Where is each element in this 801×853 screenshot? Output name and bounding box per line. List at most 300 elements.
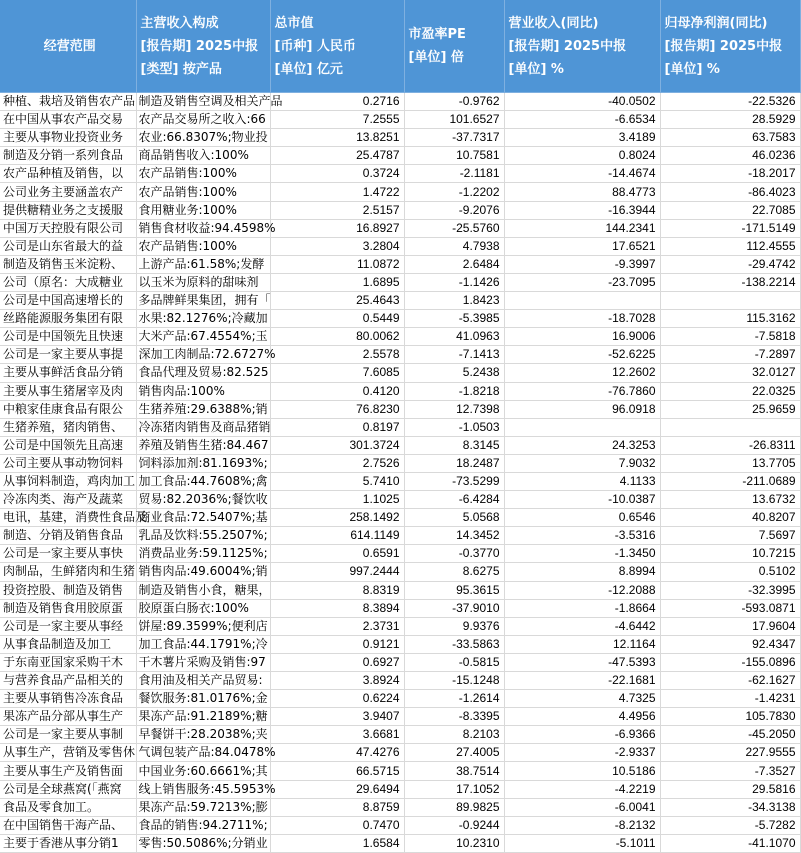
revenue-yoy-cell[interactable]: 4.1133 (504, 472, 660, 490)
pe-ratio-cell[interactable]: 17.1052 (404, 780, 504, 798)
revenue-yoy-cell[interactable]: 10.5186 (504, 762, 660, 780)
pe-ratio-cell[interactable]: 5.2438 (404, 364, 504, 382)
business-scope-cell[interactable]: 于东南亚国家采购干木 (0, 653, 136, 671)
net-profit-yoy-cell[interactable]: -26.8311 (660, 436, 800, 454)
business-scope-cell[interactable]: 种植、栽培及销售农产品 (0, 93, 136, 111)
pe-ratio-cell[interactable]: -0.9244 (404, 816, 504, 834)
revenue-composition-cell[interactable]: 乳品及饮料:55.2507%; (136, 527, 270, 545)
revenue-yoy-cell[interactable]: -18.7028 (504, 310, 660, 328)
revenue-composition-cell[interactable]: 干木薯片采购及销售:97 (136, 653, 270, 671)
net-profit-yoy-cell[interactable]: 13.6732 (660, 491, 800, 509)
pe-ratio-cell[interactable]: -0.9762 (404, 93, 504, 111)
revenue-yoy-header-line: [报告期] 2025中报 (508, 38, 627, 54)
revenue-yoy-cell[interactable]: 12.1164 (504, 635, 660, 653)
revenue-yoy-cell[interactable]: -1.8664 (504, 599, 660, 617)
revenue-composition-cell[interactable]: 农产品销售:100% (136, 183, 270, 201)
pe-ratio-cell[interactable]: 4.7938 (404, 237, 504, 255)
revenue-yoy-cell[interactable]: -1.3450 (504, 545, 660, 563)
table-row (0, 237, 800, 255)
pe-ratio-cell[interactable]: -1.2614 (404, 690, 504, 708)
net-profit-yoy-cell[interactable]: -593.0871 (660, 599, 800, 617)
table-row (0, 201, 800, 219)
revenue-yoy-cell[interactable]: 7.9032 (504, 454, 660, 472)
net-profit-yoy-cell[interactable]: 28.5929 (660, 111, 800, 129)
market-cap-cell[interactable]: 0.6591 (270, 545, 404, 563)
revenue-yoy-cell[interactable]: 4.7325 (504, 690, 660, 708)
table-row (0, 418, 800, 436)
revenue-composition-cell[interactable]: 胶原蛋白肠衣:100% (136, 599, 270, 617)
pe-ratio-cell[interactable]: 1.8423 (404, 292, 504, 310)
revenue-composition-cell[interactable]: 餐饮服务:81.0176%;金 (136, 690, 270, 708)
net-profit-yoy-cell[interactable]: -7.5818 (660, 328, 800, 346)
revenue-yoy-cell[interactable]: -23.7095 (504, 273, 660, 291)
market-cap-cell[interactable]: 2.3731 (270, 617, 404, 635)
net-profit-yoy-cell[interactable]: 46.0236 (660, 147, 800, 165)
revenue-composition-cell[interactable]: 果冻产品:59.7213%;膨 (136, 798, 270, 816)
revenue-yoy-cell[interactable]: -6.9366 (504, 726, 660, 744)
revenue-composition-header-line: 主营收入构成 (140, 15, 219, 31)
revenue-composition-cell[interactable]: 中国业务:60.6661%;其 (136, 762, 270, 780)
pe-ratio-cell[interactable]: 5.0568 (404, 509, 504, 527)
table-row (0, 310, 800, 328)
revenue-composition-cell[interactable]: 商业食品:72.5407%;基 (136, 509, 270, 527)
pe-ratio-cell[interactable]: -8.3395 (404, 708, 504, 726)
pe-ratio-cell[interactable]: -73.5299 (404, 472, 504, 490)
revenue-yoy-cell[interactable]: -40.0502 (504, 93, 660, 111)
net-profit-yoy-cell[interactable]: -34.3138 (660, 798, 800, 816)
table-row (0, 129, 800, 147)
business-scope-cell[interactable]: 主要从事生猪屠宰及肉 (0, 382, 136, 400)
business-scope-cell[interactable]: 与营养食品产品相关的 (0, 672, 136, 690)
net-profit-yoy-cell[interactable]: 63.7583 (660, 129, 800, 147)
net-profit-yoy-cell[interactable]: 115.3162 (660, 310, 800, 328)
market-cap-cell[interactable]: 0.9121 (270, 635, 404, 653)
net-profit-yoy-cell[interactable]: 105.7830 (660, 708, 800, 726)
net-profit-yoy-cell[interactable]: -45.2050 (660, 726, 800, 744)
business-scope-cell[interactable]: 生猪养殖，猪肉销售、 (0, 418, 136, 436)
net-profit-yoy-cell[interactable]: -5.7282 (660, 816, 800, 834)
revenue-yoy-cell[interactable]: 96.0918 (504, 400, 660, 418)
business-scope-cell[interactable]: 主要从事物业投资业务 (0, 129, 136, 147)
market-cap-cell[interactable]: 5.7410 (270, 472, 404, 490)
business-scope-cell[interactable]: 公司主要从事动物饲料 (0, 454, 136, 472)
net-profit-yoy-cell[interactable]: 10.7215 (660, 545, 800, 563)
revenue-composition-header-line: [类型] 按产品 (140, 61, 222, 77)
business-scope-cell[interactable]: 公司是中国领先且快速 (0, 328, 136, 346)
market-cap-cell[interactable]: 7.6085 (270, 364, 404, 382)
pe-ratio-header[interactable] (404, 0, 504, 93)
market-cap-header-line: [单位] 亿元 (274, 61, 343, 77)
pe-ratio-cell[interactable]: 8.3145 (404, 436, 504, 454)
net-profit-yoy-cell[interactable]: -155.0896 (660, 653, 800, 671)
table-row (0, 653, 800, 671)
business-scope-cell[interactable]: 公司是一家主要从事经 (0, 617, 136, 635)
pe-ratio-header-line: [单位] 倍 (408, 50, 464, 65)
market-cap-cell[interactable]: 8.3894 (270, 599, 404, 617)
net-profit-yoy-cell[interactable]: 22.0325 (660, 382, 800, 400)
market-cap-cell[interactable]: 16.8927 (270, 219, 404, 237)
market-cap-cell[interactable]: 3.8924 (270, 672, 404, 690)
business-scope-cell[interactable]: 公司是一家主要从事提 (0, 346, 136, 364)
revenue-yoy-cell[interactable]: -4.2219 (504, 780, 660, 798)
table-row (0, 617, 800, 635)
pe-ratio-cell[interactable]: 12.7398 (404, 400, 504, 418)
business-scope-cell[interactable]: 主要从事销售冷冻食品 (0, 690, 136, 708)
net-profit-yoy-cell[interactable]: -7.2897 (660, 346, 800, 364)
pe-ratio-cell[interactable]: -37.7317 (404, 129, 504, 147)
pe-ratio-cell[interactable]: -0.3770 (404, 545, 504, 563)
revenue-composition-cell[interactable]: 消费品业务:59.1125%; (136, 545, 270, 563)
revenue-composition-cell[interactable]: 水果:82.1276%;冷藏加 (136, 310, 270, 328)
revenue-composition-cell[interactable]: 生猪养殖:29.6388%;销 (136, 400, 270, 418)
table-row (0, 690, 800, 708)
market-cap-cell[interactable]: 3.9407 (270, 708, 404, 726)
net-profit-yoy-cell[interactable]: 22.7085 (660, 201, 800, 219)
pe-ratio-cell[interactable]: -1.2202 (404, 183, 504, 201)
pe-ratio-cell[interactable]: 2.6484 (404, 255, 504, 273)
revenue-yoy-cell[interactable]: -22.1681 (504, 672, 660, 690)
net-profit-yoy-cell[interactable]: 92.4347 (660, 635, 800, 653)
revenue-yoy-cell[interactable]: -9.3997 (504, 255, 660, 273)
revenue-composition-cell[interactable]: 饼屋:89.3599%;便利店 (136, 617, 270, 635)
net-profit-yoy-cell[interactable]: -22.5326 (660, 93, 800, 111)
market-cap-cell[interactable]: 11.0872 (270, 255, 404, 273)
table-row (0, 400, 800, 418)
market-cap-cell[interactable]: 2.7526 (270, 454, 404, 472)
revenue-yoy-header[interactable] (504, 0, 660, 93)
market-cap-cell[interactable]: 76.8230 (270, 400, 404, 418)
table-row (0, 93, 800, 111)
pe-ratio-cell[interactable]: 38.7514 (404, 762, 504, 780)
pe-ratio-cell[interactable]: -0.5815 (404, 653, 504, 671)
table-row (0, 382, 800, 400)
pe-ratio-cell[interactable]: 10.2310 (404, 834, 504, 852)
business-scope-cell[interactable]: 公司是山东省最大的益 (0, 237, 136, 255)
revenue-composition-cell[interactable]: 加工食品:44.7608%;禽 (136, 472, 270, 490)
revenue-composition-cell[interactable]: 零售:50.5086%;分销业 (136, 834, 270, 852)
business-scope-header-line: 经营范围 (43, 38, 96, 54)
market-cap-cell[interactable]: 0.4120 (270, 382, 404, 400)
table-row (0, 328, 800, 346)
pe-ratio-cell[interactable]: 9.9376 (404, 617, 504, 635)
market-cap-cell[interactable]: 29.6494 (270, 780, 404, 798)
net-profit-yoy-cell[interactable]: -41.1070 (660, 834, 800, 852)
revenue-composition-cell[interactable]: 农业:66.8307%;物业投 (136, 129, 270, 147)
revenue-composition-header-line: [报告期] 2025中报 (140, 38, 259, 54)
pe-ratio-cell[interactable]: -33.5863 (404, 635, 504, 653)
revenue-yoy-cell[interactable]: 24.3253 (504, 436, 660, 454)
market-cap-cell[interactable]: 8.8319 (270, 581, 404, 599)
business-scope-cell[interactable]: 公司是中国高速增长的 (0, 292, 136, 310)
revenue-yoy-cell[interactable] (504, 292, 660, 310)
market-cap-header[interactable] (270, 0, 404, 93)
net-profit-yoy-cell[interactable]: -86.4023 (660, 183, 800, 201)
revenue-yoy-cell[interactable]: -4.6442 (504, 617, 660, 635)
net-profit-yoy-header-line: [单位] % (664, 61, 720, 77)
revenue-composition-cell[interactable]: 农产品交易所之收入:66 (136, 111, 270, 129)
table-row (0, 744, 800, 762)
business-scope-cell[interactable]: 冷冻肉类、海产及蔬菜 (0, 491, 136, 509)
pe-ratio-cell[interactable]: 95.3615 (404, 581, 504, 599)
pe-ratio-cell[interactable]: -37.9010 (404, 599, 504, 617)
net-profit-yoy-cell[interactable]: -211.0689 (660, 472, 800, 490)
table-row (0, 780, 800, 798)
net-profit-yoy-cell[interactable]: -29.4742 (660, 255, 800, 273)
pe-ratio-cell[interactable]: -25.5760 (404, 219, 504, 237)
market-cap-cell[interactable]: 0.7470 (270, 816, 404, 834)
business-scope-cell[interactable]: 主要于香港从事分销1 (0, 834, 136, 852)
business-scope-cell[interactable]: 果冻产品分部从事生产 (0, 708, 136, 726)
market-cap-cell[interactable]: 8.8759 (270, 798, 404, 816)
pe-ratio-cell[interactable]: 27.4005 (404, 744, 504, 762)
revenue-composition-cell[interactable]: 农产品销售:100% (136, 165, 270, 183)
revenue-yoy-cell[interactable]: 17.6521 (504, 237, 660, 255)
business-scope-cell[interactable]: 在中国从事农产品交易 (0, 111, 136, 129)
revenue-yoy-cell[interactable]: 144.2341 (504, 219, 660, 237)
revenue-composition-cell[interactable]: 制造及销售空调及相关产品 (136, 93, 270, 111)
net-profit-yoy-cell[interactable]: 112.4555 (660, 237, 800, 255)
table-row (0, 147, 800, 165)
net-profit-yoy-cell[interactable]: -138.2214 (660, 273, 800, 291)
revenue-yoy-cell[interactable]: 0.6546 (504, 509, 660, 527)
business-scope-cell[interactable]: 从事饲料制造，鸡肉加工 (0, 472, 136, 490)
pe-ratio-cell[interactable]: 8.6275 (404, 563, 504, 581)
table-body (0, 93, 800, 853)
revenue-composition-cell[interactable]: 农产品销售:100% (136, 237, 270, 255)
revenue-yoy-cell[interactable]: 88.4773 (504, 183, 660, 201)
business-scope-cell[interactable]: 公司业务主要涵盖农产 (0, 183, 136, 201)
revenue-composition-cell[interactable]: 深加工肉制品:72.6727% (136, 346, 270, 364)
business-scope-cell[interactable]: 肉制品，生鲜猪肉和生猪 (0, 563, 136, 581)
revenue-yoy-cell[interactable]: -12.2088 (504, 581, 660, 599)
net-profit-yoy-cell[interactable]: -7.3527 (660, 762, 800, 780)
revenue-composition-cell[interactable]: 大米产品:67.4554%;玉 (136, 328, 270, 346)
revenue-yoy-cell[interactable]: -8.2132 (504, 816, 660, 834)
business-scope-cell[interactable]: 制造及销售玉米淀粉、 (0, 255, 136, 273)
revenue-composition-cell[interactable]: 销售肉品:100% (136, 382, 270, 400)
revenue-composition-cell[interactable]: 线上销售服务:45.5953% (136, 780, 270, 798)
pe-ratio-cell[interactable]: -15.1248 (404, 672, 504, 690)
revenue-composition-cell[interactable]: 销售食材收益:94.4598% (136, 219, 270, 237)
revenue-yoy-cell[interactable]: -6.0041 (504, 798, 660, 816)
business-scope-cell[interactable]: 食品及零食加工。 (0, 798, 136, 816)
pe-ratio-cell[interactable]: -7.1413 (404, 346, 504, 364)
net-profit-yoy-cell[interactable] (660, 418, 800, 436)
net-profit-yoy-cell[interactable]: -62.1627 (660, 672, 800, 690)
revenue-yoy-cell[interactable]: -2.9337 (504, 744, 660, 762)
revenue-composition-cell[interactable]: 食用油及相关产品贸易: (136, 672, 270, 690)
market-cap-cell[interactable]: 80.0062 (270, 328, 404, 346)
business-scope-cell[interactable]: 制造、分销及销售食品 (0, 527, 136, 545)
market-cap-cell[interactable]: 2.5578 (270, 346, 404, 364)
table-row (0, 635, 800, 653)
net-profit-yoy-cell[interactable]: 25.9659 (660, 400, 800, 418)
revenue-composition-cell[interactable]: 冷冻猪肉销售及商品猪销 (136, 418, 270, 436)
revenue-yoy-cell[interactable]: -6.6534 (504, 111, 660, 129)
market-cap-cell[interactable]: 3.2804 (270, 237, 404, 255)
net-profit-yoy-header-line: [报告期] 2025中报 (664, 38, 783, 54)
pe-ratio-cell[interactable]: -5.3985 (404, 310, 504, 328)
revenue-yoy-cell[interactable]: 16.9006 (504, 328, 660, 346)
revenue-yoy-cell[interactable]: 3.4189 (504, 129, 660, 147)
business-scope-cell[interactable]: 公司是中国领先且高速 (0, 436, 136, 454)
market-cap-cell[interactable]: 614.1149 (270, 527, 404, 545)
business-scope-cell[interactable]: 主要从事生产及销售面 (0, 762, 136, 780)
net-profit-yoy-cell[interactable]: 227.9555 (660, 744, 800, 762)
table-row (0, 509, 800, 527)
market-cap-cell[interactable]: 47.4276 (270, 744, 404, 762)
table-row (0, 527, 800, 545)
table-row (0, 346, 800, 364)
revenue-yoy-cell[interactable]: -47.5393 (504, 653, 660, 671)
revenue-yoy-cell[interactable]: -5.1011 (504, 834, 660, 852)
market-cap-cell[interactable]: 0.3724 (270, 165, 404, 183)
market-cap-cell[interactable]: 1.4722 (270, 183, 404, 201)
net-profit-yoy-header[interactable] (660, 0, 800, 93)
pe-ratio-cell[interactable]: -1.8218 (404, 382, 504, 400)
market-cap-cell[interactable]: 2.5157 (270, 201, 404, 219)
net-profit-yoy-cell[interactable]: 17.9604 (660, 617, 800, 635)
revenue-yoy-cell[interactable]: 4.4956 (504, 708, 660, 726)
revenue-yoy-cell[interactable]: -16.3944 (504, 201, 660, 219)
revenue-yoy-cell[interactable]: -10.0387 (504, 491, 660, 509)
market-cap-cell[interactable]: 997.2444 (270, 563, 404, 581)
market-cap-cell[interactable]: 25.4643 (270, 292, 404, 310)
revenue-composition-cell[interactable]: 果冻产品:91.2189%;糖 (136, 708, 270, 726)
revenue-yoy-cell[interactable]: 8.8994 (504, 563, 660, 581)
net-profit-yoy-cell[interactable]: 32.0127 (660, 364, 800, 382)
net-profit-yoy-cell[interactable]: 0.5102 (660, 563, 800, 581)
revenue-composition-cell[interactable]: 上游产品:61.58%;发酵 (136, 255, 270, 273)
business-scope-cell[interactable]: 制造及分销一系列食品 (0, 147, 136, 165)
revenue-composition-cell[interactable]: 制造及销售小食，糖果， (136, 581, 270, 599)
revenue-composition-cell[interactable]: 商品销售收入:100% (136, 147, 270, 165)
table-row (0, 111, 800, 129)
market-cap-cell[interactable]: 1.6895 (270, 273, 404, 291)
business-scope-cell[interactable]: 中国万天控股有限公司 (0, 219, 136, 237)
revenue-composition-header[interactable] (136, 0, 270, 93)
business-scope-cell[interactable]: 中粮家佳康食品有限公 (0, 400, 136, 418)
business-scope-cell[interactable]: 农产品种植及销售，以 (0, 165, 136, 183)
market-cap-cell[interactable]: 13.8251 (270, 129, 404, 147)
market-cap-cell[interactable]: 25.4787 (270, 147, 404, 165)
business-scope-cell[interactable]: 提供糖精业务之支援服 (0, 201, 136, 219)
pe-ratio-cell[interactable]: -6.4284 (404, 491, 504, 509)
pe-ratio-cell[interactable]: -1.0503 (404, 418, 504, 436)
business-scope-cell[interactable]: 公司是一家主要从事制 (0, 726, 136, 744)
market-cap-cell[interactable]: 1.6584 (270, 834, 404, 852)
net-profit-yoy-cell[interactable]: -1.4231 (660, 690, 800, 708)
market-cap-header-line: 总市值 (274, 15, 314, 31)
pe-ratio-cell[interactable]: 101.6527 (404, 111, 504, 129)
market-cap-cell[interactable]: 258.1492 (270, 509, 404, 527)
revenue-composition-cell[interactable]: 食品代理及贸易:82.525 (136, 364, 270, 382)
business-scope-cell[interactable]: 制造及销售食用胶原蛋 (0, 599, 136, 617)
business-scope-cell[interactable]: 公司是全球燕窝(「燕窝 (0, 780, 136, 798)
net-profit-yoy-header-line: 归母净利润(同比) (664, 15, 768, 31)
net-profit-yoy-cell[interactable]: -32.3995 (660, 581, 800, 599)
revenue-composition-cell[interactable]: 以玉米为原料的甜味剂 (136, 273, 270, 291)
table-row (0, 292, 800, 310)
revenue-composition-cell[interactable]: 贸易:82.2036%;餐饮收 (136, 491, 270, 509)
revenue-yoy-cell[interactable] (504, 418, 660, 436)
business-scope-cell[interactable]: 主要从事鲜活食品分销 (0, 364, 136, 382)
pe-ratio-cell[interactable]: 14.3452 (404, 527, 504, 545)
market-cap-cell[interactable]: 1.1025 (270, 491, 404, 509)
market-cap-cell[interactable]: 0.6224 (270, 690, 404, 708)
business-scope-cell[interactable]: 公司是一家主要从事快 (0, 545, 136, 563)
net-profit-yoy-cell[interactable]: 7.5697 (660, 527, 800, 545)
revenue-composition-cell[interactable]: 食品的销售:94.2711%; (136, 816, 270, 834)
market-cap-cell[interactable]: 0.6927 (270, 653, 404, 671)
business-scope-cell[interactable]: 投资控股、制造及销售 (0, 581, 136, 599)
pe-ratio-cell[interactable]: 18.2487 (404, 454, 504, 472)
pe-ratio-header-line: 市盈率PE (408, 27, 466, 42)
net-profit-yoy-cell[interactable] (660, 292, 800, 310)
revenue-composition-cell[interactable]: 养殖及销售生猪:84.467 (136, 436, 270, 454)
revenue-composition-cell[interactable]: 早餐饼干:28.2038%;夹 (136, 726, 270, 744)
market-cap-cell[interactable]: 0.2716 (270, 93, 404, 111)
net-profit-yoy-cell[interactable]: 13.7705 (660, 454, 800, 472)
net-profit-yoy-cell[interactable]: -171.5149 (660, 219, 800, 237)
business-scope-header[interactable] (0, 0, 136, 93)
revenue-composition-cell[interactable]: 气调包装产品:84.0478% (136, 744, 270, 762)
market-cap-cell[interactable]: 3.6681 (270, 726, 404, 744)
revenue-composition-cell[interactable]: 销售肉品:49.6004%;销 (136, 563, 270, 581)
market-cap-cell[interactable]: 0.8197 (270, 418, 404, 436)
net-profit-yoy-cell[interactable]: 29.5816 (660, 780, 800, 798)
table-row (0, 581, 800, 599)
business-scope-cell[interactable]: 从事生产，营销及零售休 (0, 744, 136, 762)
revenue-yoy-cell[interactable]: 12.2602 (504, 364, 660, 382)
net-profit-yoy-cell[interactable]: -18.2017 (660, 165, 800, 183)
pe-ratio-cell[interactable]: -9.2076 (404, 201, 504, 219)
table-row (0, 708, 800, 726)
revenue-composition-cell[interactable]: 多品牌鲜果集团，拥有「 (136, 292, 270, 310)
business-scope-cell[interactable]: 电讯，基建，消费性食品及 (0, 509, 136, 527)
market-cap-cell[interactable]: 7.2555 (270, 111, 404, 129)
pe-ratio-cell[interactable]: -1.1426 (404, 273, 504, 291)
revenue-yoy-cell[interactable]: -52.6225 (504, 346, 660, 364)
pe-ratio-cell[interactable]: 10.7581 (404, 147, 504, 165)
revenue-yoy-cell[interactable]: -3.5316 (504, 527, 660, 545)
business-scope-cell[interactable]: 公司（原名：大成糖业 (0, 273, 136, 291)
revenue-yoy-cell[interactable]: -14.4674 (504, 165, 660, 183)
table-row (0, 472, 800, 490)
pe-ratio-cell[interactable]: 89.9825 (404, 798, 504, 816)
net-profit-yoy-cell[interactable]: 40.8207 (660, 509, 800, 527)
pe-ratio-cell[interactable]: 41.0963 (404, 328, 504, 346)
business-scope-cell[interactable]: 丝路能源服务集团有限 (0, 310, 136, 328)
table-row (0, 183, 800, 201)
market-cap-cell[interactable]: 0.5449 (270, 310, 404, 328)
pe-ratio-cell[interactable]: 8.2103 (404, 726, 504, 744)
market-cap-cell[interactable]: 66.5715 (270, 762, 404, 780)
pe-ratio-cell[interactable]: -2.1181 (404, 165, 504, 183)
business-scope-cell[interactable]: 从事食品制造及加工 (0, 635, 136, 653)
revenue-yoy-cell[interactable]: -76.7860 (504, 382, 660, 400)
header-row (0, 0, 800, 93)
revenue-composition-cell[interactable]: 加工食品:44.1791%;冷 (136, 635, 270, 653)
revenue-composition-cell[interactable]: 饲料添加剂:81.1693%; (136, 454, 270, 472)
business-scope-cell[interactable]: 在中国销售干海产品、 (0, 816, 136, 834)
table-row (0, 273, 800, 291)
market-cap-cell[interactable]: 301.3724 (270, 436, 404, 454)
revenue-yoy-cell[interactable]: 0.8024 (504, 147, 660, 165)
revenue-yoy-header-line: [单位] % (508, 61, 564, 77)
table-row (0, 798, 800, 816)
revenue-composition-cell[interactable]: 食用糖业务:100% (136, 201, 270, 219)
